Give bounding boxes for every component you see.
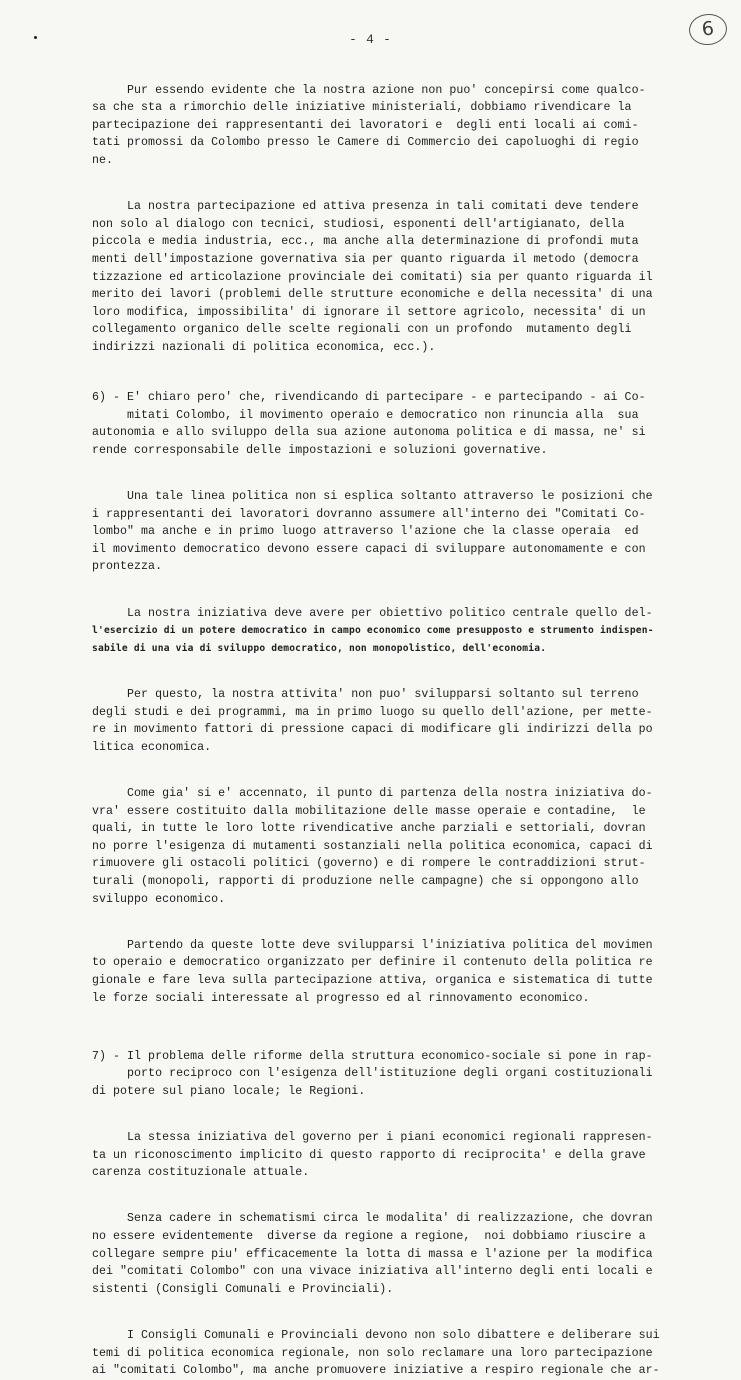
section-7-paragraph: 7) - Il problema delle riforme della struttura economico-sociale si pone in rap- porto reciproco con l'esigenza dell'istituzione degli organi costituzionali di potere sul piano locale; le Regioni. (92, 1049, 653, 1098)
paragraph: I Consigli Comunali e Provinciali devono non solo dibattere e deliberare sui temi di politica economica regionale, non solo reclamare una loro partecipazione ai "comitati Colombo", ma anche promuovere iniziative a respiro regionale che ar- (92, 1329, 660, 1378)
paragraph: Una tale linea politica non si esplica soltanto attraverso le posizioni che i rappresentanti dei lavoratori dovranno assumere all'interno dei "Comitati Co- lombo" ma anche e in primo luogo attraverso l'azione che la classe operaia ed il movimento democratico devono essere capaci di sviluppare autonomamente e con prontezza. (92, 490, 653, 574)
paragraph: La nostra partecipazione ed attiva presenza in tali comitati deve tendere non solo al dialogo con tecnici, studiosi, esponenti dell'artigianato, della piccola e media industria, ecc., ma anche alla determinazione di profondi muta menti dell'impostazione governativa sia per quanto riguarda il metodo (democra tizzazione ed articolazione provinciale dei comitati) sia per quanto riguarda il merito dei lavori (problemi delle strutture economiche e della necessita' di una loro modifica, impossibilita' di ignorare il settore agricolo, necessita' di un collegamento organico delle scelte regionali con un profondo mutamento degli indirizzi nazionali di politica economica, ecc.). (92, 200, 653, 354)
paragraph: Pur essendo evidente che la nostra azione non puo' concepirsi come qualco- sa che sta a rimorchio delle iniziative ministeriali, dobbiamo rivendicare la partecipazione dei rappresentanti dei lavoratori e degli enti locali ai comi- tati promossi da Colombo presso le Camere di Commercio dei capoluoghi di regio ne. (92, 83, 646, 167)
body-text (92, 64, 658, 1380)
paragraph: Senza cadere in schematismi circa le modalita' di realizzazione, che dovran no essere evidentemente diverse da regione a regione, noi dobbiamo riuscire a collegare sempre piu' efficacemente la lotta di massa e l'azione per la modifica dei "comitati Colombo" con una vivace iniziativa all'interno degli enti locali e sistenti (Consigli Comunali e Provinciali). (92, 1212, 653, 1296)
paragraph: Per questo, la nostra attivita' non puo' svilupparsi soltanto sul terreno degli studi e dei programmi, ma in primo luogo su quello dell'azione, per mette- re in movimento fattori di pressione capaci di modificare gli indirizzi della po litica economica. (92, 688, 653, 754)
page-stamp: 6 (687, 12, 728, 47)
paragraph: Partendo da queste lotte deve svilupparsi l'iniziativa politica del movimen to operaio e democratico organizzato per definire il contenuto della politica re gionale e fare leva sulla partecipazione attiva, organica e sistematica di tutte le forze sociali interessate al progresso ed al rinnovamento economico. (92, 938, 653, 1005)
paragraph: Come gia' si e' accennato, il punto di partenza della nostra iniziativa do- vra' essere costituito dalla mobilitazione delle masse operaie e contadine, le quali, in tutte le loro lotte rivendicative anche parziali e settoriali, dovran no porre l'esigenza di mutamenti sostanziali nella politica economica, capaci di rimuovere gli ostacoli politici (governo) e di rompere le contraddizioni strut- turali (monopoli, rapporti di produzione nelle campagne) che si oppongono allo sviluppo economico. (92, 786, 653, 906)
page-number: - 4 - (349, 33, 392, 47)
paragraph: La stessa iniziativa del governo per i piani economici regionali rappresen- ta un riconoscimento implicito di questo rapporto di reciprocita' e della grave carenza costituzionale attuale. (92, 1131, 653, 1180)
paragraph: La nostra iniziativa deve avere per obiettivo politico centrale quello del- l'esercizio di un potere democratico in campo economico come presupposto e strumento indispen- sabile di una via di sviluppo democratico, non monopolistico, dell'economia. (92, 606, 654, 654)
section-6-paragraph: 6) - E' chiaro pero' che, rivendicando di partecipare - e partecipando - ai Co- mitati Colombo, il movimento operaio e democratico non rinuncia alla sua autonomia e allo sviluppo della sua azione autonoma politica e di massa, ne' si rende corresponsabile delle impostazioni e soluzioni governative. (92, 391, 646, 457)
